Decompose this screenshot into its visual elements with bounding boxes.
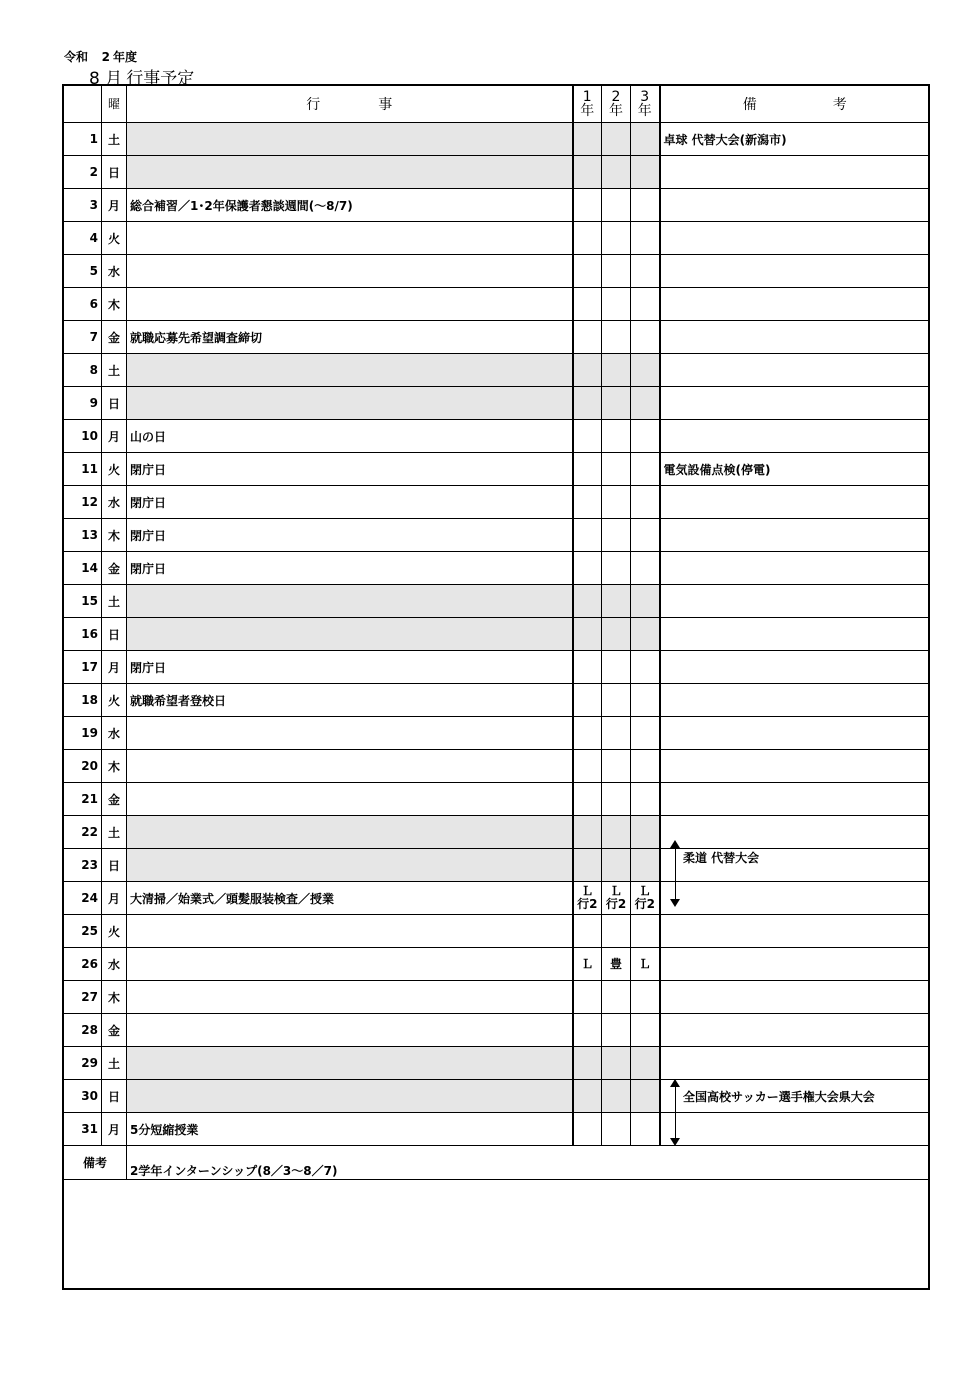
grade3-cell (631, 222, 660, 255)
table-row (64, 684, 930, 717)
grade2-cell (602, 1014, 631, 1047)
event-cell (127, 156, 573, 189)
dow-cell: 月 (102, 420, 127, 453)
grade3-cell (631, 717, 660, 750)
grade3-cell (631, 651, 660, 684)
remarks-cell (660, 222, 930, 255)
dow-cell: 水 (102, 486, 127, 519)
table-row (64, 189, 930, 222)
dow-header: 曜 (102, 85, 127, 123)
day-cell: 18 (64, 684, 102, 717)
event-cell (127, 915, 573, 948)
day-cell: 11 (64, 453, 102, 486)
event-cell (127, 948, 573, 981)
grade3-cell (631, 453, 660, 486)
day-cell: 20 (64, 750, 102, 783)
grade1-cell (573, 981, 602, 1014)
grade3-cell (631, 156, 660, 189)
event-cell (127, 354, 573, 387)
remarks-cell (660, 486, 930, 519)
grade3-cell (631, 1113, 660, 1146)
grade2-cell: Ｌ 行2 (602, 882, 631, 915)
grade3-cell (631, 420, 660, 453)
table-row (64, 948, 930, 981)
dow-cell: 土 (102, 123, 127, 156)
grade1-cell (573, 354, 602, 387)
event-cell (127, 816, 573, 849)
remarks-cell (660, 750, 930, 783)
remarks-cell (660, 717, 930, 750)
dow-cell: 月 (102, 1113, 127, 1146)
event-cell (127, 288, 573, 321)
event-cell: 5分短縮授業 (127, 1113, 573, 1146)
table-row (64, 486, 930, 519)
grade2-cell (602, 189, 631, 222)
dow-cell: 金 (102, 783, 127, 816)
grade3-cell (631, 585, 660, 618)
table-row (64, 585, 930, 618)
grade2-cell (602, 255, 631, 288)
table-row (64, 387, 930, 420)
remarks-header-b: 考 (832, 96, 847, 113)
grade3-cell (631, 981, 660, 1014)
event-cell (127, 717, 573, 750)
dow-cell: 水 (102, 948, 127, 981)
dow-cell: 土 (102, 354, 127, 387)
table-row (64, 783, 930, 816)
grade2-cell (602, 354, 631, 387)
table-row (64, 288, 930, 321)
grade1-header (573, 85, 602, 123)
remarks-cell (660, 618, 930, 651)
event-cell (127, 981, 573, 1014)
day-cell: 10 (64, 420, 102, 453)
event-cell (127, 1047, 573, 1080)
grade2-header (602, 85, 631, 123)
grade2-cell (602, 717, 631, 750)
dow-cell: 木 (102, 288, 127, 321)
event-cell (127, 585, 573, 618)
grade1-cell: Ｌ (573, 948, 602, 981)
grade2-cell (602, 123, 631, 156)
arrow-line (675, 846, 676, 901)
table-row (64, 1014, 930, 1047)
dow-cell: 金 (102, 552, 127, 585)
grade3-cell (631, 915, 660, 948)
day-cell: 6 (64, 288, 102, 321)
grade1-cell (573, 453, 602, 486)
event-cell (127, 618, 573, 651)
grade1-cell (573, 849, 602, 882)
event-header-b: 事 (378, 96, 393, 113)
grade3-cell (631, 750, 660, 783)
table-row (64, 1047, 930, 1080)
span-remark-judo: 柔道 代替大会 (683, 851, 760, 865)
grade3-cell (631, 552, 660, 585)
grade1-cell (573, 156, 602, 189)
grade3-cell (631, 255, 660, 288)
event-cell: 閉庁日 (127, 552, 573, 585)
grade2-cell: 豊 (602, 948, 631, 981)
table-row (64, 420, 930, 453)
event-cell (127, 750, 573, 783)
month-label: 月 (105, 69, 123, 89)
remarks-cell (660, 684, 930, 717)
grade2-cell (602, 288, 631, 321)
grade1-cell (573, 585, 602, 618)
dow-cell: 日 (102, 849, 127, 882)
dow-cell: 木 (102, 750, 127, 783)
event-cell (127, 123, 573, 156)
grade2-cell (602, 453, 631, 486)
remarks-cell (660, 585, 930, 618)
day-cell: 5 (64, 255, 102, 288)
dow-cell: 土 (102, 1047, 127, 1080)
grade1-cell (573, 1113, 602, 1146)
grade3-cell (631, 1047, 660, 1080)
grade3-cell (631, 783, 660, 816)
month-number: 8 (89, 69, 100, 89)
grade1-cell (573, 321, 602, 354)
grade1-cell (573, 387, 602, 420)
dow-cell: 水 (102, 717, 127, 750)
event-header-a: 行 (306, 96, 321, 113)
day-cell: 27 (64, 981, 102, 1014)
span-remark-soccer: 全国高校サッカー選手権大会県大会 (683, 1090, 875, 1104)
grade2-cell (602, 486, 631, 519)
remarks-cell (660, 1014, 930, 1047)
remarks-cell (660, 816, 930, 849)
grade2-cell (602, 1047, 631, 1080)
footer-remarks-row (64, 1146, 930, 1180)
footer-label: 備考 (64, 1146, 127, 1180)
dow-cell: 土 (102, 585, 127, 618)
day-cell: 26 (64, 948, 102, 981)
table-row (64, 915, 930, 948)
table-row (64, 717, 930, 750)
grade1-cell (573, 1014, 602, 1047)
remarks-cell (660, 189, 930, 222)
table-row (64, 552, 930, 585)
grade1-cell (573, 651, 602, 684)
grade2-cell (602, 849, 631, 882)
table-header-row (64, 85, 930, 123)
dow-cell: 火 (102, 453, 127, 486)
grade2-cell (602, 816, 631, 849)
remarks-cell (660, 255, 930, 288)
grade3-cell (631, 288, 660, 321)
remarks-cell (660, 1047, 930, 1080)
grade3-cell (631, 387, 660, 420)
table-row (64, 255, 930, 288)
day-cell: 29 (64, 1047, 102, 1080)
grade2-cell (602, 1080, 631, 1113)
day-cell: 31 (64, 1113, 102, 1146)
dow-cell: 月 (102, 651, 127, 684)
day-cell: 3 (64, 189, 102, 222)
grade1-cell (573, 255, 602, 288)
footer-note: 2学年インターンシップ(8／3～8／7) (127, 1146, 930, 1180)
grade2-cell (602, 552, 631, 585)
grade2-cell (602, 519, 631, 552)
event-cell: 閉庁日 (127, 453, 573, 486)
grade1-cell (573, 915, 602, 948)
day-cell: 21 (64, 783, 102, 816)
grade2-label: 年 (609, 102, 623, 119)
grade1-cell: Ｌ 行2 (573, 882, 602, 915)
table-row (64, 354, 930, 387)
dow-cell: 木 (102, 519, 127, 552)
grade3-header (631, 85, 660, 123)
event-cell (127, 783, 573, 816)
event-cell: 就職希望者登校日 (127, 684, 573, 717)
arrow-down-icon (670, 899, 680, 907)
remarks-cell (660, 1113, 930, 1146)
remarks-cell (660, 420, 930, 453)
grade1-cell (573, 1080, 602, 1113)
event-cell: 閉庁日 (127, 651, 573, 684)
table-row (64, 849, 930, 882)
table-row (64, 453, 930, 486)
dow-cell: 木 (102, 981, 127, 1014)
remarks-header (660, 85, 930, 123)
day-cell: 28 (64, 1014, 102, 1047)
grade3-cell (631, 123, 660, 156)
grade3-cell (631, 189, 660, 222)
dow-cell: 日 (102, 1080, 127, 1113)
arrow-line (675, 1085, 676, 1140)
grade2-cell (602, 420, 631, 453)
day-header (64, 85, 102, 123)
dow-cell: 金 (102, 321, 127, 354)
event-cell: 閉庁日 (127, 519, 573, 552)
fiscal-year-line (64, 48, 137, 65)
table-row (64, 222, 930, 255)
remarks-cell (660, 519, 930, 552)
table-row (64, 651, 930, 684)
day-cell: 22 (64, 816, 102, 849)
dow-cell: 金 (102, 1014, 127, 1047)
event-cell (127, 849, 573, 882)
dow-cell: 火 (102, 222, 127, 255)
grade3-cell (631, 849, 660, 882)
day-cell: 9 (64, 387, 102, 420)
table-row (64, 981, 930, 1014)
dow-cell: 火 (102, 684, 127, 717)
dow-cell: 月 (102, 882, 127, 915)
remarks-cell (660, 288, 930, 321)
grade2-cell (602, 1113, 631, 1146)
grade3-cell (631, 486, 660, 519)
grade1-label: 年 (580, 102, 595, 119)
grade1-cell (573, 486, 602, 519)
dow-cell: 火 (102, 915, 127, 948)
grade1-cell (573, 783, 602, 816)
span-arrow-judo (670, 840, 682, 907)
dow-cell: 月 (102, 189, 127, 222)
schedule-table (63, 84, 930, 1180)
day-cell: 19 (64, 717, 102, 750)
event-header (127, 85, 573, 123)
remarks-cell (660, 552, 930, 585)
day-cell: 24 (64, 882, 102, 915)
grade2-cell (602, 915, 631, 948)
remarks-cell (660, 354, 930, 387)
grade1-cell (573, 288, 602, 321)
table-row (64, 816, 930, 849)
event-cell: 就職応募先希望調査締切 (127, 321, 573, 354)
grade3-cell (631, 816, 660, 849)
event-cell: 閉庁日 (127, 486, 573, 519)
span-arrow-soccer (670, 1079, 682, 1146)
table-row (64, 156, 930, 189)
day-cell: 12 (64, 486, 102, 519)
event-cell: 山の日 (127, 420, 573, 453)
remarks-cell (660, 651, 930, 684)
day-cell: 1 (64, 123, 102, 156)
day-cell: 23 (64, 849, 102, 882)
day-cell: 30 (64, 1080, 102, 1113)
dow-cell: 日 (102, 387, 127, 420)
grade1-cell (573, 1047, 602, 1080)
dow-cell: 土 (102, 816, 127, 849)
grade3-cell (631, 321, 660, 354)
grade2-cell (602, 585, 631, 618)
table-row (64, 123, 930, 156)
remarks-cell (660, 156, 930, 189)
day-cell: 25 (64, 915, 102, 948)
grade2-cell (602, 684, 631, 717)
grade2-cell (602, 222, 631, 255)
remarks-cell (660, 915, 930, 948)
remarks-cell (660, 981, 930, 1014)
title-text: 行事予定 (126, 69, 195, 89)
dow-cell: 水 (102, 255, 127, 288)
grade3-cell (631, 1014, 660, 1047)
grade1-num: 1 (582, 88, 592, 105)
day-cell: 4 (64, 222, 102, 255)
event-cell: 総合補習／1･2年保護者懇談週間(～8/7) (127, 189, 573, 222)
grade3-num: 3 (640, 88, 650, 105)
grade1-cell (573, 816, 602, 849)
table-row (64, 1113, 930, 1146)
event-cell (127, 255, 573, 288)
dow-cell: 日 (102, 618, 127, 651)
grade2-cell (602, 981, 631, 1014)
grade1-cell (573, 519, 602, 552)
grade1-cell (573, 222, 602, 255)
grade1-cell (573, 420, 602, 453)
remarks-cell (660, 783, 930, 816)
grade1-cell (573, 123, 602, 156)
grade1-cell (573, 684, 602, 717)
event-cell (127, 222, 573, 255)
day-cell: 15 (64, 585, 102, 618)
year-number: 2 (101, 50, 110, 64)
day-cell: 13 (64, 519, 102, 552)
grade2-cell (602, 651, 631, 684)
grade1-cell (573, 750, 602, 783)
era-label: 令和 (64, 50, 89, 64)
day-cell: 16 (64, 618, 102, 651)
grade3-cell: Ｌ 行2 (631, 882, 660, 915)
grade2-cell (602, 387, 631, 420)
grade2-cell (602, 783, 631, 816)
table-row (64, 882, 930, 915)
grade1-cell (573, 618, 602, 651)
remarks-cell: 電気設備点検(停電) (660, 453, 930, 486)
day-cell: 17 (64, 651, 102, 684)
remarks-header-a: 備 (742, 96, 757, 113)
day-cell: 8 (64, 354, 102, 387)
grade1-cell (573, 189, 602, 222)
remarks-cell (660, 387, 930, 420)
grade3-cell (631, 354, 660, 387)
grade3-label: 年 (637, 102, 652, 119)
table-row (64, 618, 930, 651)
table-row (64, 750, 930, 783)
day-cell: 14 (64, 552, 102, 585)
arrow-down-icon (670, 1138, 680, 1146)
grade1-cell (573, 552, 602, 585)
event-cell (127, 387, 573, 420)
event-cell (127, 1014, 573, 1047)
grade3-cell: Ｌ (631, 948, 660, 981)
day-cell: 2 (64, 156, 102, 189)
remarks-cell (660, 321, 930, 354)
grade2-cell (602, 750, 631, 783)
grade3-cell (631, 684, 660, 717)
grade3-cell (631, 618, 660, 651)
table-row (64, 321, 930, 354)
remarks-cell (660, 882, 930, 915)
day-cell: 7 (64, 321, 102, 354)
grade2-cell (602, 156, 631, 189)
grade3-cell (631, 519, 660, 552)
grade2-cell (602, 321, 631, 354)
grade3-cell (631, 1080, 660, 1113)
grade1-cell (573, 717, 602, 750)
event-cell: 大清掃／始業式／頭髪服装検査／授業 (127, 882, 573, 915)
remarks-cell (660, 948, 930, 981)
dow-cell: 日 (102, 156, 127, 189)
grade2-cell (602, 618, 631, 651)
event-cell (127, 1080, 573, 1113)
table-row (64, 519, 930, 552)
grade2-num: 2 (611, 88, 621, 105)
remarks-cell: 卓球 代替大会(新潟市) (660, 123, 930, 156)
year-label: 年度 (113, 50, 138, 64)
